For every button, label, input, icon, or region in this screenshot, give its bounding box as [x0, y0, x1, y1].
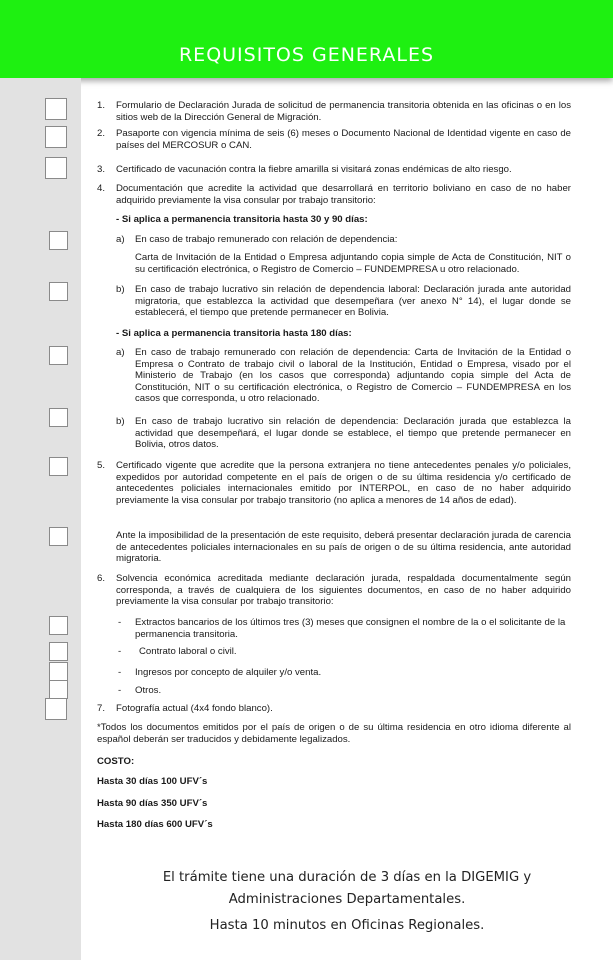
item-letter: a)	[116, 234, 125, 245]
item-text: Fotografía actual (4x4 fondo blanco).	[116, 703, 273, 714]
duration-text: Administraciones Departamentales.	[228, 892, 466, 907]
checkbox-item-6-extractos[interactable]	[49, 616, 68, 635]
item-text: Certificado de vacunación contra la fiebre amarilla si visitará zonas endémicas de alto riesgo.	[116, 164, 512, 175]
item-number: 2.	[97, 128, 106, 139]
item-text: En caso de trabajo lucrativo sin relación de dependencia: Declaración jurada que establezca la actividad que desempeñará, el lugar donde se establece, el tiempo que pretende permanecer en Bolivia, otros datos.	[135, 416, 571, 451]
page-title: REQUISITOS GENERALES	[178, 44, 435, 66]
checkbox-item-7[interactable]	[45, 698, 67, 720]
bullet-dash: -	[118, 685, 122, 696]
list-item	[97, 573, 571, 608]
section-heading-30-90: - Si aplica a permanencia transitoria hasta 30 y 90 días:	[116, 214, 368, 225]
checkbox-item-2[interactable]	[45, 126, 67, 148]
checkbox-item-1[interactable]	[45, 98, 67, 120]
cost-line: Hasta 30 días 100 UFV´s	[97, 776, 208, 787]
list-item	[97, 530, 571, 565]
list-item	[97, 617, 571, 640]
item-number: 4.	[97, 183, 106, 194]
list-item	[97, 416, 571, 451]
bullet-dash: -	[118, 617, 122, 628]
list-item	[97, 183, 571, 206]
cost-line: Hasta 180 días 600 UFV´s	[97, 819, 213, 830]
checkbox-item-5-alt[interactable]	[49, 527, 68, 546]
checkbox-item-6-ingresos[interactable]	[49, 662, 68, 681]
checkbox-item-4a-180[interactable]	[49, 346, 68, 365]
checkbox-item-5[interactable]	[49, 457, 68, 476]
item-number: 3.	[97, 164, 106, 175]
item-text: Pasaporte con vigencia mínima de seis (6) meses o Documento Nacional de Identidad vigente en caso de países del MERCOSUR o CAN.	[116, 128, 571, 151]
item-text: Ingresos por concepto de alquiler y/o venta.	[135, 667, 322, 678]
checkbox-item-4a-30-90[interactable]	[49, 231, 68, 250]
section-heading-180: - Si aplica a permanencia transitoria hasta 180 días:	[116, 328, 352, 339]
checkbox-item-4b-180[interactable]	[49, 408, 68, 427]
list-item	[97, 100, 571, 123]
cost-label: COSTO:	[97, 756, 135, 767]
item-text: Extractos bancarios de los últimos tres (3) meses que consignen el nombre de la o el solicitante de la permanencia transitoria.	[135, 617, 566, 640]
item-text: En caso de trabajo remunerado con relación de dependencia:	[135, 234, 398, 245]
bullet-dash: -	[118, 667, 122, 678]
item-text: Otros.	[135, 685, 162, 696]
item-letter: b)	[116, 284, 125, 295]
item-number: 5.	[97, 460, 106, 471]
list-item	[97, 128, 571, 151]
list-item	[97, 234, 571, 246]
checkbox-column	[0, 78, 81, 960]
item-text: Certificado vigente que acredite que la persona extranjera no tiene antecedentes penales y/o policiales, expedidos por autoridad competente en el país de origen o de su última residencia y/o certificado de antecedentes policiales internacionales emitido por INTERPOL, en caso de no haber adquirido previamente la visa consular por trabajo transitorio (no aplica a menores de 14 años de edad).	[116, 460, 571, 506]
item-text: Contrato laboral o civil.	[139, 646, 237, 657]
list-item	[97, 460, 571, 506]
checkbox-item-3[interactable]	[45, 157, 67, 179]
header-bar	[0, 0, 613, 78]
list-item	[97, 685, 571, 697]
list-item	[97, 164, 571, 176]
bullet-dash: -	[118, 646, 122, 657]
item-text: Solvencia económica acreditada mediante declaración jurada, respaldada documentalmente según corresponda, a través de cualquiera de los siguientes documentos, en caso de no haber adquirido previamente la visa consular por trabajo transitorio:	[116, 573, 571, 608]
item-number: 1.	[97, 100, 106, 111]
checkbox-item-6-otros[interactable]	[49, 680, 68, 699]
checkbox-item-6-contrato[interactable]	[49, 642, 68, 661]
list-item	[97, 347, 571, 405]
item-text: Documentación que acredite la actividad que desarrollará en territorio boliviano en caso de no haber adquirido previamente la visa consular por trabajo transitorio:	[116, 183, 571, 206]
item-text: Ante la imposibilidad de la presentación de este requisito, deberá presentar declaración jurada de carencia de antecedentes policiales internacionales en su país de origen o de su última residencia, ante autoridad migratoria.	[116, 530, 571, 565]
item-text: Carta de Invitación de la Entidad o Empresa adjuntando copia simple de Acta de Constitución, NIT o su certificación electrónica, o Registro de Comercio – FUNDEMPRESA u otro relacionado.	[135, 252, 571, 275]
translation-note: *Todos los documentos emitidos por el país de origen o de su última residencia en otro idioma diferente al español deberán ser traducidos y debidamente legalizados.	[97, 722, 571, 745]
cost-line: Hasta 90 días 350 UFV´s	[97, 798, 208, 809]
regional-duration-text: Hasta 10 minutos en Oficinas Regionales.	[209, 918, 485, 933]
list-item	[97, 646, 571, 658]
item-text: En caso de trabajo lucrativo sin relación de dependencia laboral: Declaración jurada ante autoridad migratoria, que establezca la actividad que desempeñara (ver anexo N° 14), el lugar donde se establecerá, el tiempo que pretende permanecer en Bolivia.	[135, 284, 571, 319]
item-text: Formulario de Declaración Jurada de solicitud de permanencia transitoria obtenida en las oficinas o en los sitios web de la Dirección General de Migración.	[116, 100, 571, 123]
item-letter: b)	[116, 416, 125, 427]
item-number: 7.	[97, 703, 106, 714]
list-item	[97, 284, 571, 319]
duration-text: El trámite tiene una duración de 3 días en la DIGEMIG y	[162, 870, 532, 885]
item-text: En caso de trabajo remunerado con relación de dependencia: Carta de Invitación de la Entidad o Empresa o Contrato de trabajo civil o laboral de la Institución, Entidad o Empresa, visado por el Ministerio de Trabajo (en los casos que corresponda) adjuntando copia simple del Acta de Constitución, NIT o su certificación electrónica, o Registro de Comercio – FUNDEMPRESA en los casos que corresponda, u otro relacionado.	[135, 347, 571, 405]
list-item	[97, 252, 571, 275]
list-item	[97, 667, 571, 679]
checkbox-item-4b-30-90[interactable]	[49, 282, 68, 301]
item-number: 6.	[97, 573, 106, 584]
item-letter: a)	[116, 347, 125, 358]
list-item	[97, 703, 571, 715]
